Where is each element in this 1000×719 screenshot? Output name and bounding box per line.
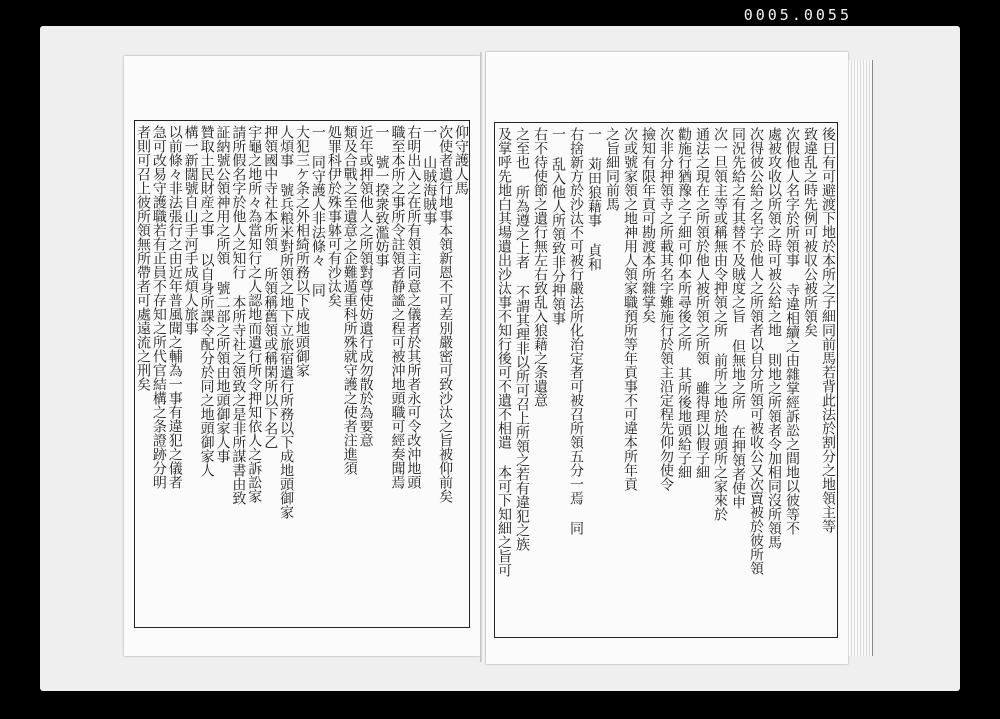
right-text-column: 一 乱入他人所領致非分押領事 (550, 127, 566, 325)
right-text-column: 次得彼公給之名字於他人之所領者以自分所領可被收公又次賣被於彼所領 (748, 127, 764, 575)
left-text-column: 以前條々非法張行之由近年普風聞之輔為一事有違犯之儀者 (166, 125, 183, 489)
left-text-column: 処罪科伊於殊事躰可有沙汰矣 (325, 125, 342, 307)
left-text-column: 大犯三ケ条之外相綺所務以下成地頭御家 (294, 125, 310, 377)
right-text-column: 次假他人名字於所領事 寺違相續之由雜掌經訴訟之間地以彼等不 (784, 127, 800, 535)
right-text-column: 致違乱之時先例可被収公被所領矣 (802, 127, 818, 337)
left-text-column: 押領國中寺社本所領 所領稱舊領或稱閑所以下名乙 (262, 125, 279, 449)
right-text-column: 勸施行猶豫之子細可仰本所尋後之所 其所後地頭給子細 (676, 127, 692, 479)
right-text-column: 通法之現在之所領於他人被所領之所領 雖得理以假子細 (694, 127, 710, 479)
right-text-column: 之至也 所為遵之上者 不謂其理非以所可召上所領之若有違犯之族 (514, 127, 530, 551)
left-text-column: 仰守護人馬 (453, 125, 470, 195)
right-text-column: 右捨新方於沙汰不可被行嚴法所化治定者可被召所領五分一焉 同 (568, 127, 584, 535)
left-text-column: 近年或押領他人之所領對尊使妨遺行成勿散於為要意 (357, 125, 374, 447)
left-text-column: 一 山賊海賊事 (421, 125, 438, 225)
left-text-column: 一 同守護人非法條々 同 (309, 125, 326, 297)
right-text-column: 次一旦領主等或稱無由令押領之所 前所之地於地頭所之家來於 (712, 127, 728, 521)
left-text-column: 構一新闊號自山手河手成煩人旅事 (182, 125, 199, 335)
left-text-column: 次使者遺行地事本領新恩不可差別嚴密可致沙汰之旨被仰前矣 (437, 125, 454, 503)
right-text-column: 次非分押領寺之所載其名字難施行於領主沿定程先仰勿使令 (658, 127, 674, 491)
right-text-column: 之旨細同前馬 (604, 127, 620, 211)
left-text-column: 請所假名字於他人之知行 本所寺社之領致之是非所謀書由致 (230, 125, 247, 505)
right-text-column: 右不待使節之遺行無左右致乱入狼藉之条遺意 (532, 127, 548, 407)
right-page (486, 52, 848, 664)
right-text-column: 一 苅田狼藉事 貞和 (586, 127, 602, 271)
left-text-column: 右明出入之在所有領主同意之儀者於其所者永可令改沖地頭 (405, 125, 422, 489)
left-text-column: 類及合戰之至遺意之企難遁重科所殊就守護之使者注進須 (341, 125, 358, 475)
left-text-column: 贊取土民財産之事 以自身所課令配分於同之地頭御家人 (198, 125, 215, 477)
left-text-column: 宇龜之地所々為當知行之人認地而遺行所令押知依人之訴訟家 (246, 125, 263, 503)
left-text-column: 急可改易守護職若有正員不存知之所代官結構之条證跡分明 (150, 125, 167, 489)
right-text-column: 撿知有限年貢可勘渡本所雜掌矣 (640, 127, 656, 323)
left-text-column: 職至本所之事所令註領者静謐之程可被沖地頭職可經奏聞焉 (389, 125, 406, 489)
right-text-frame (494, 122, 838, 638)
left-text-column: 証納號公領神用之所領 號二部之所領由地頭御家人事 (214, 125, 231, 463)
left-text-column: 一 號一揆衆致濫妨事 (373, 125, 390, 267)
page-edges (848, 60, 873, 656)
left-text-column: 人煩事 號兵粮米對所領之地下立旅宿遺行所務以下成地頭御家 (278, 125, 295, 519)
left-text-column: 者則可召上彼所領無所帶者可處遠流之刑矣 (134, 125, 151, 391)
right-text-column: 處被攻收以所領之時可被公給之地 則地之所領者令加相同沒所領馬 (766, 127, 782, 549)
frame-number: 0005.0055 (743, 6, 852, 24)
right-text-column: 同況先給之有其替不及賊度之旨 但無地之所 在押領者使申 (730, 127, 746, 509)
right-text-column: 後日有可避渡下地於本所之子細同前馬若背此法於割分之地領主等 (820, 127, 836, 533)
left-text-frame (134, 120, 470, 628)
left-page (124, 56, 480, 656)
right-text-column: 及掌呼先地白其場遺出沙汰事不知行後可不遺不相遣 本可下知細之旨可 (496, 127, 512, 577)
right-text-column: 次或號家領之地神用人領家職預所等年貢事不可違本所年貢 (622, 127, 638, 491)
